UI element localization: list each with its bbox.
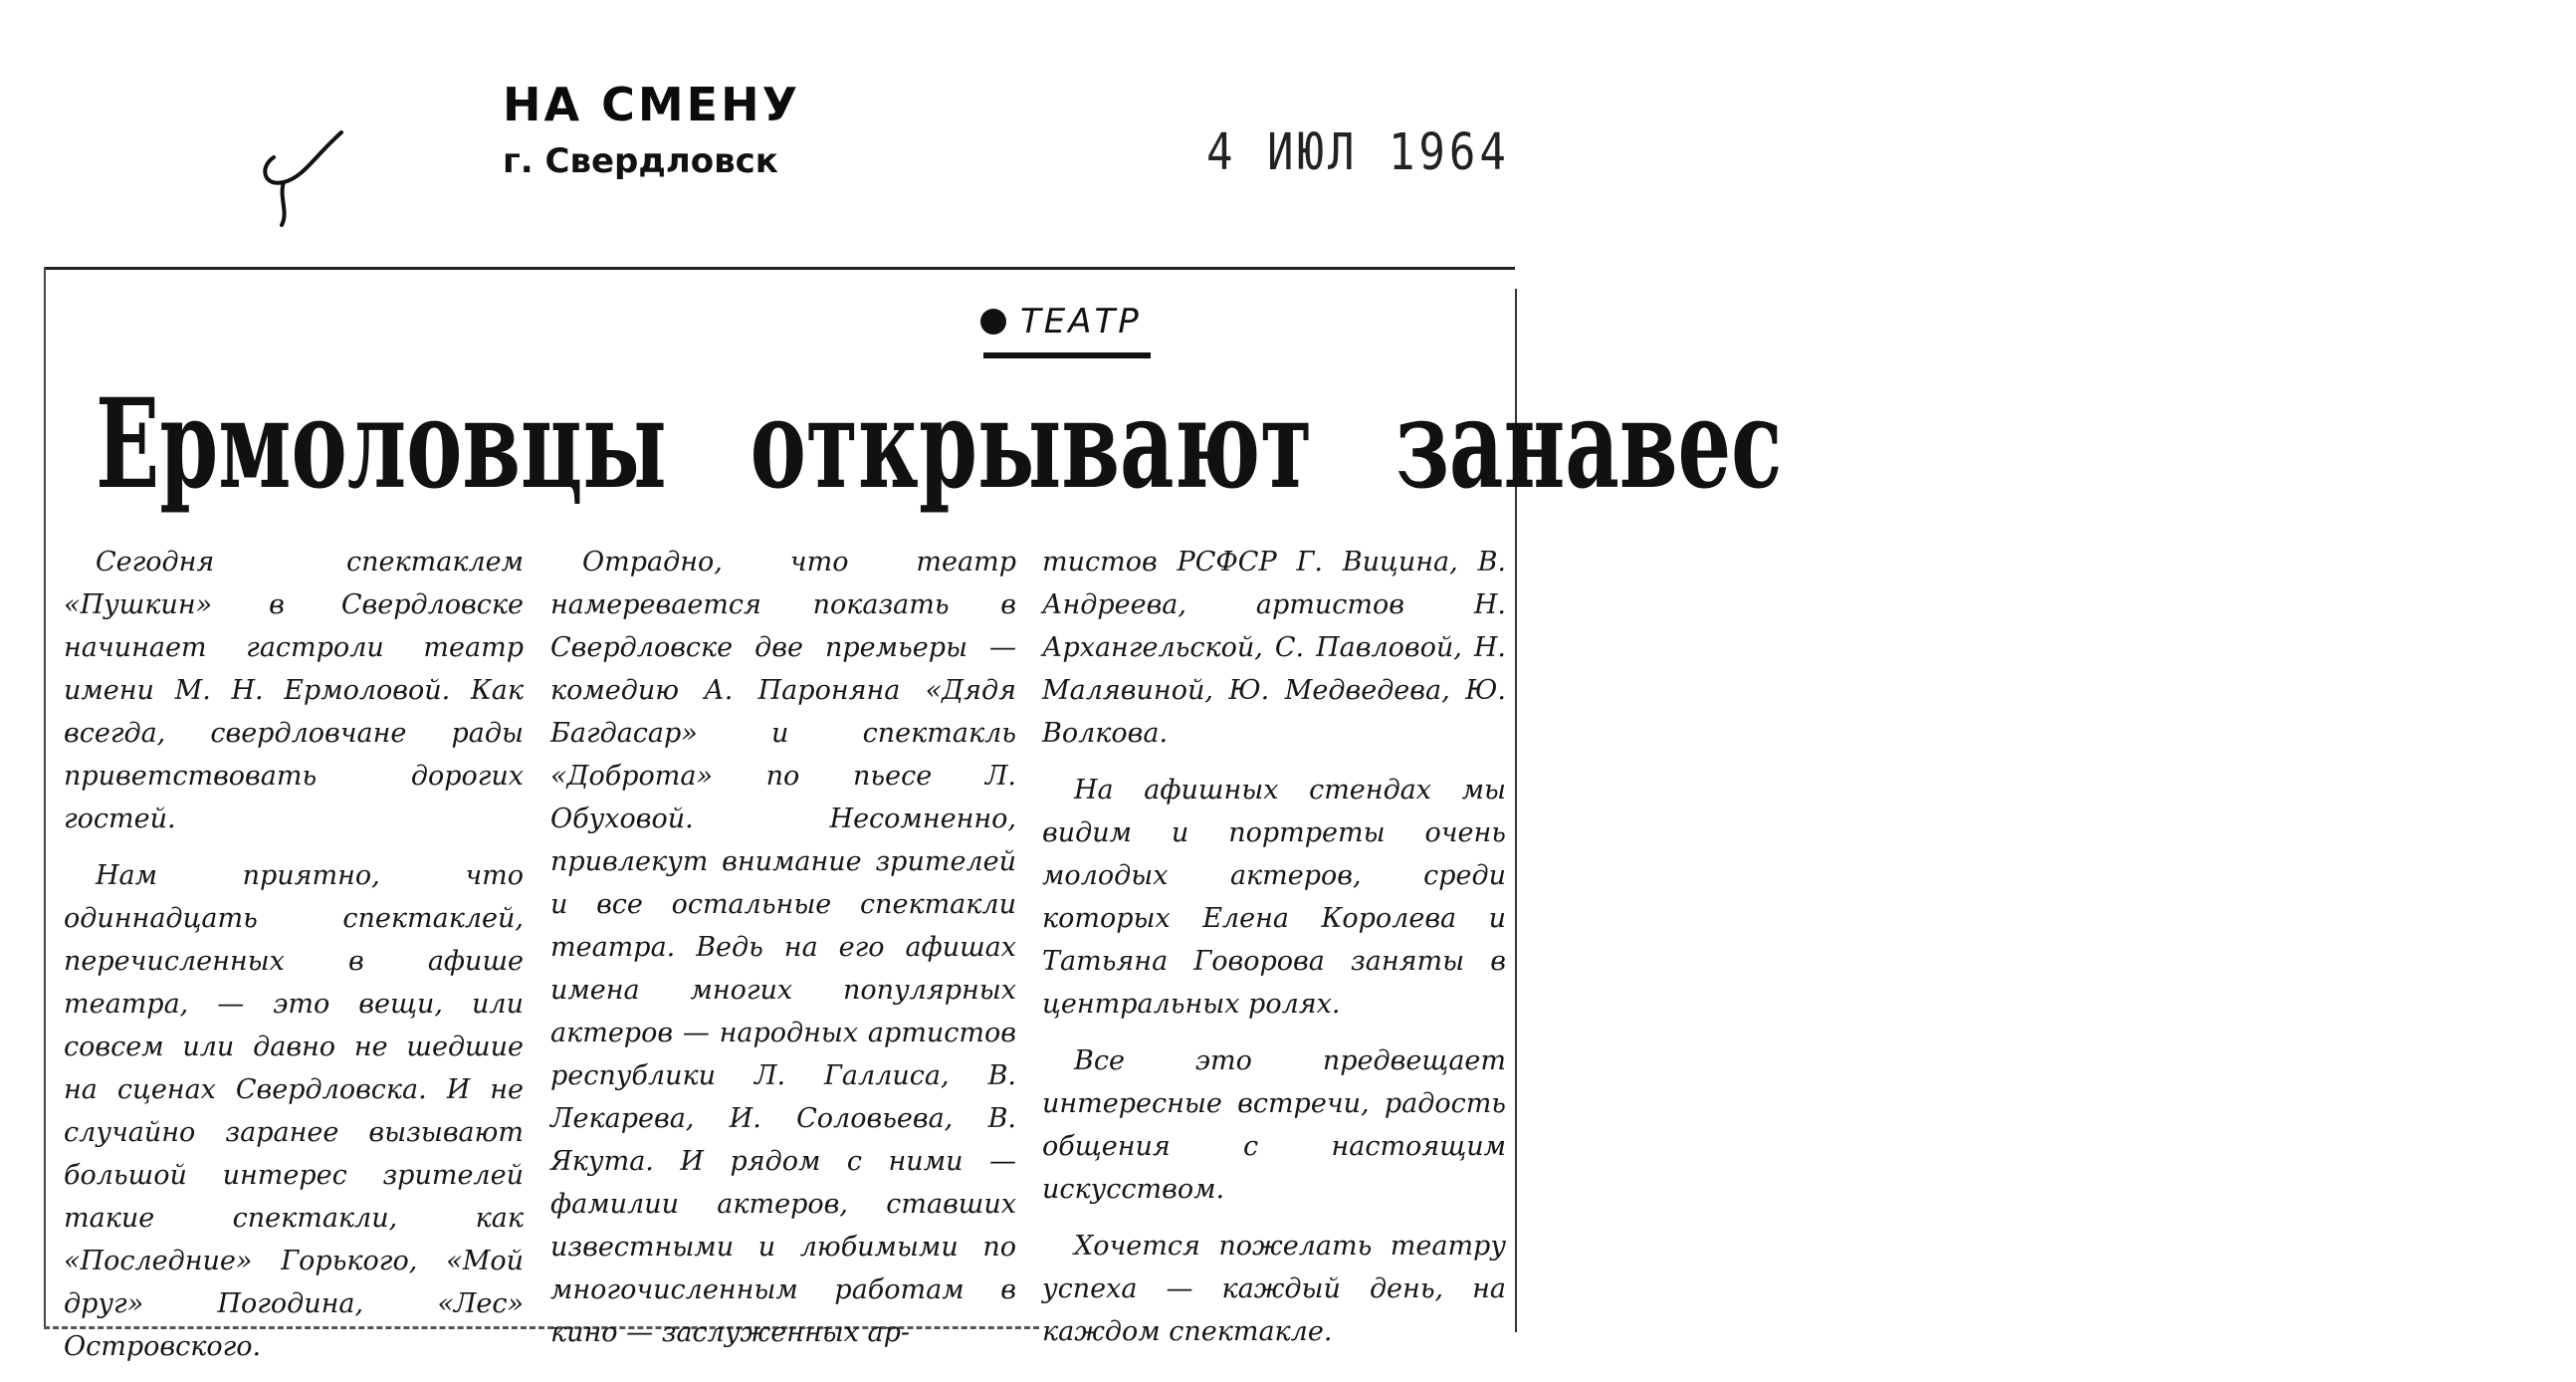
bullet-icon <box>980 309 1006 335</box>
article-column-3 <box>1042 541 1506 1367</box>
newspaper-name: НА СМЕНУ <box>503 78 801 131</box>
frame-top-rule <box>44 267 1515 270</box>
handwritten-mark <box>254 127 348 227</box>
paragraph: Отрадно, что театр намеревается показать в Свердловске две премьеры — комедию А. Пароняна «Дядя Багдасар» и спектакль «Доброта» по пьесе Л. Обуховой. Несомненно, привлекут внимание зрителей и все остальные спектакли театра. Ведь на его афишах имена многих популярных актеров — народных артистов республики Л. Галлиса, В. Лекарева, И. Соловьева, В. Якута. И рядом с ними — фамилии актеров, ставших известными и любимыми по многочисленным работам в кино — заслуженных ар- <box>550 547 1016 1348</box>
newspaper-city: г. Свердловск <box>503 141 778 181</box>
article-column-2 <box>550 541 1016 1368</box>
rubric <box>980 302 1142 342</box>
rubric-underline <box>983 352 1151 358</box>
clipping-date: 4 ИЮЛ 1964 <box>1206 123 1510 182</box>
paragraph: Все это предвещает интересные встречи, радость общения с настоящим искусством. <box>1042 1045 1506 1205</box>
rubric-label: ТЕАТР <box>1020 302 1142 342</box>
paragraph: Хочется пожелать театру успеха — каждый день, на каждом спектакле. <box>1042 1231 1506 1347</box>
paragraph: На афишных стендах мы видим и портреты очень молодых актеров, среди которых Елена Королева и Татьяна Говорова заняты в центральных ролях. <box>1042 775 1506 1020</box>
article-column-1 <box>64 541 524 1382</box>
paragraph: Сегодня спектаклем «Пушкин» в Свердловске начинает гастроли театр имени М. Н. Ермоловой. Как всегда, свердловчане рады приветствовать дорогих гостей. <box>64 547 524 834</box>
article-headline: Ермоловцы открывают занавес <box>96 372 1783 517</box>
headline-container <box>96 372 1783 517</box>
paragraph: тистов РСФСР Г. Вицина, В. Андреева, артистов Н. Архангельской, С. Павловой, Н. Малявиной, Ю. Медведева, Ю. Волкова. <box>1042 547 1506 749</box>
frame-left-rule <box>44 267 46 1326</box>
paragraph: Нам приятно, что одиннадцать спектаклей, перечисленных в афише театра, — это вещи, или совсем или давно не шедшие на сценах Свердловска. И не случайно заранее вызывают большой интерес зрителей такие спектакли, как «Последние» Горького, «Мой друг» Погодина, «Лес» Островского. <box>64 860 524 1362</box>
